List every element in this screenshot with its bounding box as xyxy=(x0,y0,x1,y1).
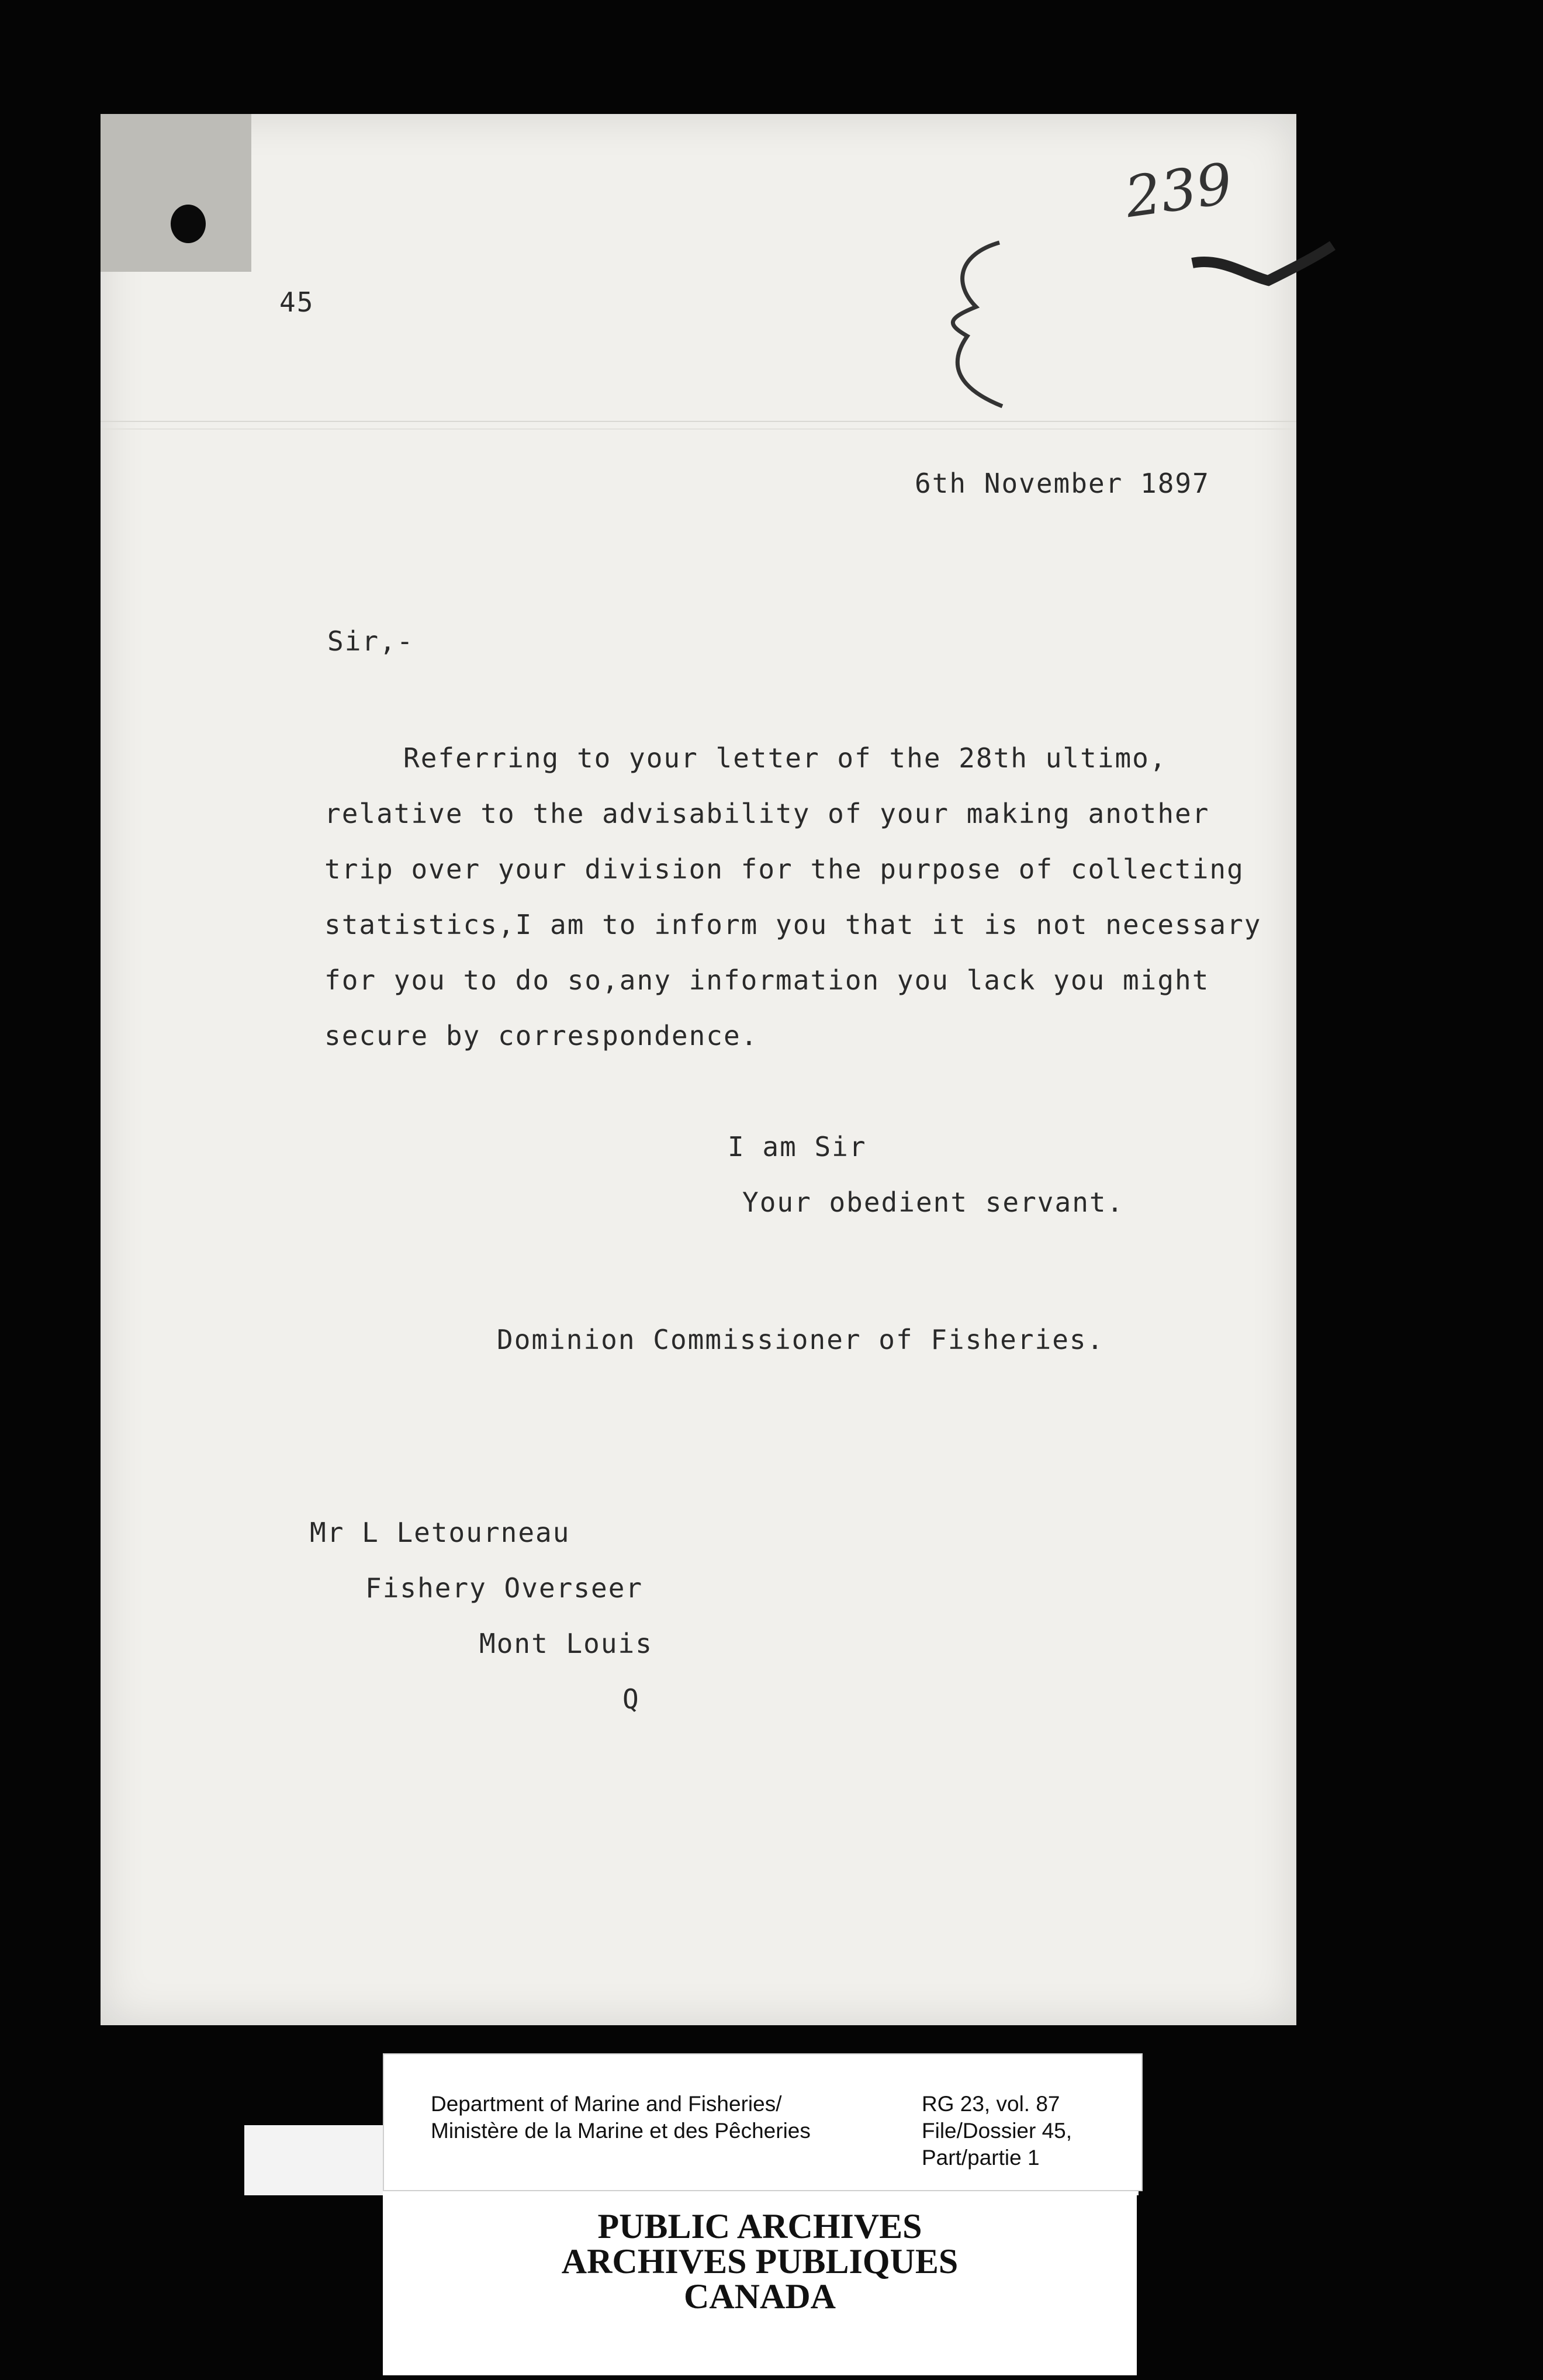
bracket-mark xyxy=(935,237,1017,412)
department-en: Department of Marine and Fisheries/ xyxy=(431,2092,782,2116)
punch-hole xyxy=(171,205,206,243)
recipient-name: Mr L Letourneau xyxy=(310,1517,570,1548)
folio-number: 239 xyxy=(1121,150,1237,231)
body-line: Referring to your letter of the 28th ultimo, xyxy=(403,742,1167,774)
salutation: Sir,- xyxy=(327,625,414,657)
reference-line: File/Dossier 45, xyxy=(922,2119,1073,2143)
stamp-line: PUBLIC ARCHIVES xyxy=(597,2207,922,2246)
signature-title: Dominion Commissioner of Fisheries. xyxy=(497,1324,1105,1355)
rule-line xyxy=(101,421,1296,422)
body-line: relative to the advisability of your making another xyxy=(324,798,1210,829)
recipient-place: Mont Louis xyxy=(479,1628,653,1659)
stamp-line: ARCHIVES PUBLIQUES xyxy=(561,2242,959,2281)
letter-sheet xyxy=(101,114,1296,2025)
body-line: secure by correspondence. xyxy=(324,1020,759,1051)
reference-line: Part/partie 1 xyxy=(922,2146,1040,2170)
torn-edge-mark xyxy=(1186,222,1338,304)
recipient-province: Q xyxy=(622,1683,640,1715)
department-fr: Ministère de la Marine et des Pêcheries xyxy=(431,2119,811,2143)
body-line: trip over your division for the purpose of collecting xyxy=(324,853,1244,885)
rule-line xyxy=(101,428,1296,430)
stamp-line: CANADA xyxy=(684,2277,836,2316)
reference-line: RG 23, vol. 87 xyxy=(922,2092,1060,2116)
archive-reference-label xyxy=(383,2053,1143,2191)
archive-stamp xyxy=(383,2191,1137,2375)
closing-line: Your obedient servant. xyxy=(742,1186,1125,1218)
body-line: for you to do so,any information you lack you might xyxy=(324,964,1210,996)
body-line: statistics,I am to inform you that it is not necessary xyxy=(324,909,1262,940)
closing-line: I am Sir xyxy=(728,1131,867,1163)
file-number: 45 xyxy=(279,286,314,318)
recipient-title: Fishery Overseer xyxy=(365,1572,644,1604)
corner-patch xyxy=(101,114,251,272)
letter-date: 6th November 1897 xyxy=(915,468,1210,499)
